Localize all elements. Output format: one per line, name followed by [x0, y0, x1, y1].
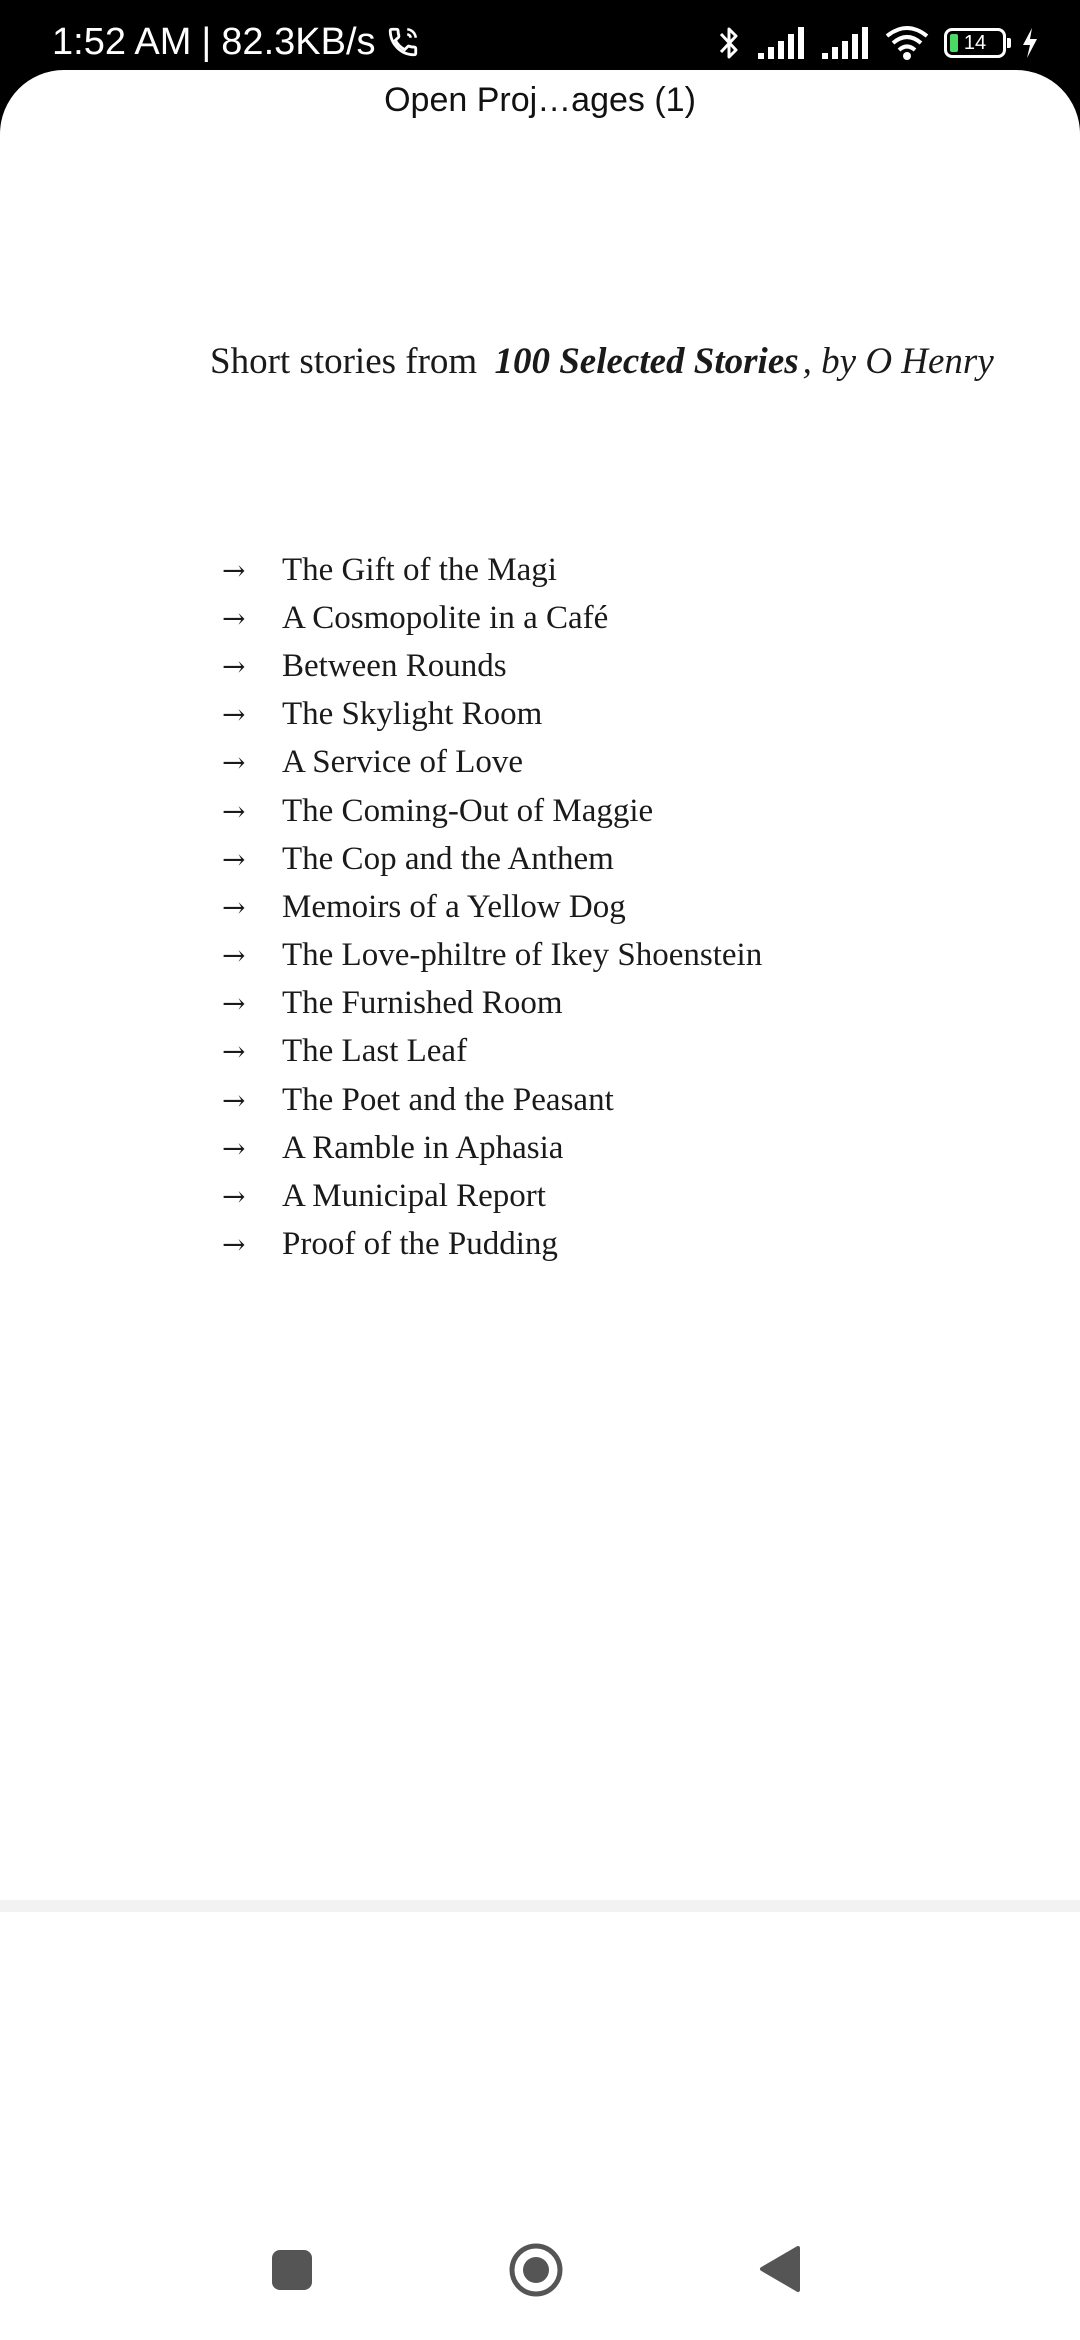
- network-speed: 82.3KB/s: [221, 21, 376, 63]
- story-title: The Poet and the Peasant: [282, 1081, 614, 1118]
- book-title: 100 Selected Stories: [494, 341, 799, 382]
- list-item: [222, 1076, 922, 1124]
- list-item: [222, 1124, 922, 1172]
- call-icon: [386, 25, 420, 59]
- signal-icon: [756, 25, 806, 61]
- list-item: [222, 642, 922, 690]
- arrow-icon: →: [222, 1083, 246, 1117]
- story-title: The Cop and the Anthem: [282, 840, 614, 877]
- arrow-icon: →: [222, 890, 246, 924]
- arrow-icon: →: [222, 794, 246, 828]
- story-title: Proof of the Pudding: [282, 1226, 558, 1263]
- arrow-icon: →: [222, 842, 246, 876]
- list-item: [222, 739, 922, 787]
- list-item: [222, 594, 922, 642]
- arrow-icon: →: [222, 601, 246, 635]
- story-title: The Furnished Room: [282, 985, 563, 1022]
- arrow-icon: →: [222, 649, 246, 683]
- story-list: [222, 546, 922, 1269]
- arrow-icon: →: [222, 553, 246, 587]
- status-time: 1:52 AM: [52, 21, 192, 63]
- arrow-icon: →: [222, 1035, 246, 1069]
- list-item: [222, 1172, 922, 1220]
- home-icon[interactable]: [508, 2242, 564, 2298]
- status-right: [716, 20, 1040, 66]
- story-title: The Gift of the Magi: [282, 551, 557, 588]
- story-title: The Last Leaf: [282, 1033, 468, 1070]
- list-item: [222, 1028, 922, 1076]
- divider: [0, 1900, 1080, 1912]
- arrow-icon: →: [222, 1180, 246, 1214]
- arrow-icon: →: [222, 1228, 246, 1262]
- arrow-icon: →: [222, 1131, 246, 1165]
- story-title: A Municipal Report: [282, 1178, 546, 1215]
- list-item: [222, 980, 922, 1028]
- status-separator: |: [201, 21, 212, 63]
- recents-icon[interactable]: [272, 2250, 312, 2290]
- sheet-title[interactable]: Open Proj…ages (1): [384, 81, 696, 119]
- list-item: [222, 691, 922, 739]
- navigation-bar: [0, 2200, 1080, 2340]
- wifi-icon: [884, 24, 930, 62]
- story-title: Between Rounds: [282, 647, 507, 684]
- list-item: [222, 932, 922, 980]
- story-title: A Cosmopolite in a Café: [282, 599, 609, 636]
- document-heading: [210, 334, 994, 390]
- arrow-icon: →: [222, 746, 246, 780]
- list-item: [222, 883, 922, 931]
- heading-prefix: Short stories from: [210, 341, 478, 382]
- battery-icon: [944, 28, 1006, 58]
- battery-fill: [950, 34, 958, 52]
- document-sheet: [0, 70, 1080, 2340]
- battery-level: 14: [963, 32, 987, 54]
- bluetooth-icon: [716, 23, 742, 63]
- arrow-icon: →: [222, 698, 246, 732]
- story-title: A Ramble in Aphasia: [282, 1129, 564, 1166]
- list-item: [222, 787, 922, 835]
- story-title: The Love-philtre of Ikey Shoenstein: [282, 937, 763, 974]
- list-item: [222, 546, 922, 594]
- arrow-icon: →: [222, 939, 246, 973]
- story-title: The Skylight Room: [282, 696, 543, 733]
- arrow-icon: →: [222, 987, 246, 1021]
- story-title: The Coming-Out of Maggie: [282, 792, 654, 829]
- back-icon[interactable]: [758, 2244, 802, 2294]
- signal-icon: [820, 25, 870, 61]
- list-item: [222, 835, 922, 883]
- story-title: Memoirs of a Yellow Dog: [282, 888, 626, 925]
- status-left: [52, 18, 420, 66]
- charging-icon: [1020, 26, 1040, 60]
- story-title: A Service of Love: [282, 744, 524, 781]
- heading-author: , by O Henry: [802, 341, 994, 382]
- list-item: [222, 1221, 922, 1269]
